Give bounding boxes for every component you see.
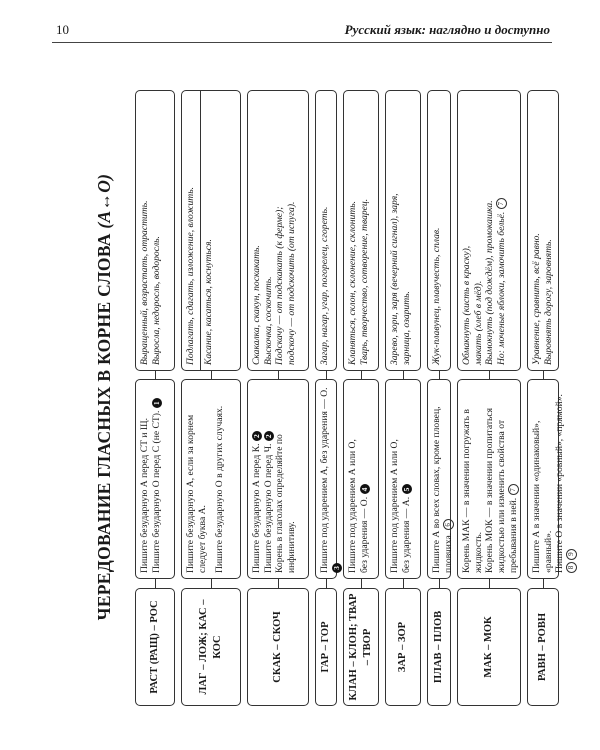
example-line: Касание, касаться, коснуться.	[202, 239, 214, 365]
rotated-table	[94, 88, 576, 706]
table-row	[527, 88, 576, 706]
note-number: 2	[252, 431, 262, 441]
table-row	[343, 88, 379, 706]
example-cell	[135, 90, 175, 371]
example-line: Но: моченые яблоки, замочить бельё. 7	[496, 96, 508, 365]
rule-cell	[427, 379, 454, 579]
connector	[543, 579, 544, 588]
rule-line: без ударения — А. 5	[401, 385, 413, 573]
example-cell	[343, 90, 379, 371]
table-title-sub: (А↔О)	[94, 173, 114, 229]
rule-line: Корень МОК — в значении пропитаться жидкостью или изменить свойства от пребывания в ней. 7	[484, 407, 519, 573]
table-row	[135, 88, 175, 706]
rule-cell	[457, 379, 521, 579]
connector	[489, 371, 490, 379]
rule-line: Пишите под ударением А, без ударения — О. 3	[319, 387, 341, 573]
table-row	[247, 88, 309, 706]
rule-line: Пишите безударную А перед К. 2	[251, 385, 263, 573]
connector	[326, 371, 327, 379]
root-cell: ПЛАВ – ПЛОВ	[427, 588, 451, 706]
table-row	[315, 88, 341, 706]
example-line: Обмакнуть (кисть в краску),	[461, 245, 472, 365]
example-line: зарница, озарить.	[400, 291, 412, 365]
page-number: 10	[56, 22, 69, 37]
note-number: 7	[508, 484, 519, 495]
example-line: Выросла, недоросль, водоросль.	[150, 236, 162, 365]
example-line: Зарево, зори, заря (вечерний сигнал), заря,	[389, 193, 400, 365]
note-number: 8	[566, 562, 577, 573]
example-cell	[385, 90, 421, 371]
connector	[543, 371, 544, 379]
table-row	[427, 88, 454, 706]
note-number: 9	[566, 549, 577, 560]
rule-line: Пишите под ударением А или О,	[389, 439, 400, 573]
root-cell: МАК – МОК	[457, 588, 521, 706]
connector	[211, 579, 212, 588]
connector	[361, 579, 362, 588]
example-cell	[457, 90, 521, 371]
example-line: Жук-плавунец, плавучесть, сплав.	[431, 227, 442, 365]
rule-line: Пишите безударную О перед С (не СТ). 1	[151, 385, 163, 573]
root-cell: ЗАР – ЗОР	[385, 588, 421, 706]
example-cell	[427, 90, 451, 371]
example-cell	[181, 90, 241, 371]
rule-line: Корень в глаголах определяйте по инфинитиву.	[274, 434, 298, 573]
root-cell: ЛАГ – ЛОЖ; КАС – КОС	[181, 588, 241, 706]
connector	[155, 579, 156, 588]
rule-cell	[181, 379, 241, 579]
rule-cell	[527, 379, 576, 579]
example-line: Тварь, творчество, сотворение, тварец.	[358, 198, 370, 365]
connector	[361, 371, 362, 379]
example-cell	[315, 90, 337, 371]
note-number: 7	[496, 198, 507, 209]
rule-line: Пишите безударную О в других случаях.	[214, 405, 226, 573]
running-title: Русский язык: наглядно и доступно	[344, 22, 550, 37]
rule-cell	[135, 379, 175, 579]
table-row	[457, 88, 521, 706]
example-line: подскочу — от подскочить (от испуга).	[286, 201, 298, 365]
page-header	[52, 16, 552, 43]
note-number: 6	[443, 519, 454, 530]
root-cell: РАСТ (РАЩ) – РОС	[135, 588, 175, 706]
connector	[403, 579, 404, 588]
rule-cell	[247, 379, 309, 579]
example-cell	[247, 90, 309, 371]
root-cell: ГАР – ГОР	[315, 588, 337, 706]
divider	[200, 91, 201, 370]
example-line: Уравнение, сравнить, всё равно.	[531, 233, 542, 365]
rule-cell	[315, 379, 341, 579]
table-row	[181, 88, 241, 706]
rule-line: Пишите безударную А, если за корнем следует буква А.	[185, 414, 208, 573]
example-line: Выровнять дорогу, заровнять.	[542, 239, 554, 365]
example-line: Скакалка, скакун, поскакать.	[251, 245, 262, 365]
note-number: 5	[402, 484, 412, 494]
note-number: 4	[360, 484, 370, 494]
rule-cell	[343, 379, 379, 579]
rule-line: Пишите О в значении «ровный», «прямой». 8 9	[554, 394, 576, 573]
connector	[278, 371, 279, 379]
rule-line: без ударения — О. 4	[359, 385, 371, 573]
example-line: Выращенный, возрастать, отрастить.	[139, 200, 150, 365]
note-number: 1	[152, 398, 162, 408]
connector	[403, 371, 404, 379]
connector	[211, 371, 212, 379]
table-title-main: ЧЕРЕДОВАНИЕ ГЛАСНЫХ В КОРНЕ СЛОВА	[94, 233, 114, 621]
table-title	[94, 88, 124, 706]
example-line: Загар, нагар, угар, погорелец, сгореть.	[319, 206, 330, 365]
root-cell: СКАК – СКОЧ	[247, 588, 309, 706]
root-cell: РАВН – РОВН	[527, 588, 559, 706]
rule-line: Пишите безударную А перед СТ и Щ.	[139, 418, 150, 573]
note-number: 3	[332, 563, 342, 573]
connector	[489, 579, 490, 588]
example-line: Подскачу — от подскакать (к ферме);	[274, 206, 286, 365]
root-cell: КЛАН – КЛОН; ТВАР – ТВОР	[343, 588, 379, 706]
rule-line: Пишите А во всех словах, кроме пловец, пловчиха. 6	[431, 406, 454, 573]
example-line: Выскочка, соскочить.	[262, 276, 274, 365]
example-line: макать (хлеб в мёд).	[472, 280, 484, 365]
connector	[439, 579, 440, 588]
connector	[155, 371, 156, 379]
note-number: 2	[264, 431, 274, 441]
connector	[278, 579, 279, 588]
connector	[439, 371, 440, 379]
table-row	[385, 88, 421, 706]
example-line: Подлагать, сдагать, изложение, вложить.	[185, 187, 196, 365]
rule-line: Пишите безударную О перед Ч. 2	[263, 385, 275, 573]
rule-line: Корень МАК — в значении погружать в жидкость.	[461, 409, 484, 573]
example-line: Вымокнуть (под дождём), промокашка.	[484, 200, 496, 365]
rule-cell	[385, 379, 421, 579]
rule-line: Пишите под ударением А или О,	[347, 439, 358, 573]
example-cell	[527, 90, 559, 371]
example-line: Кланяться, склон, склонение, склонить.	[347, 200, 358, 365]
rule-line: Пишите А в значении «одинаковый», «равный».	[531, 420, 554, 573]
connector	[326, 579, 327, 588]
